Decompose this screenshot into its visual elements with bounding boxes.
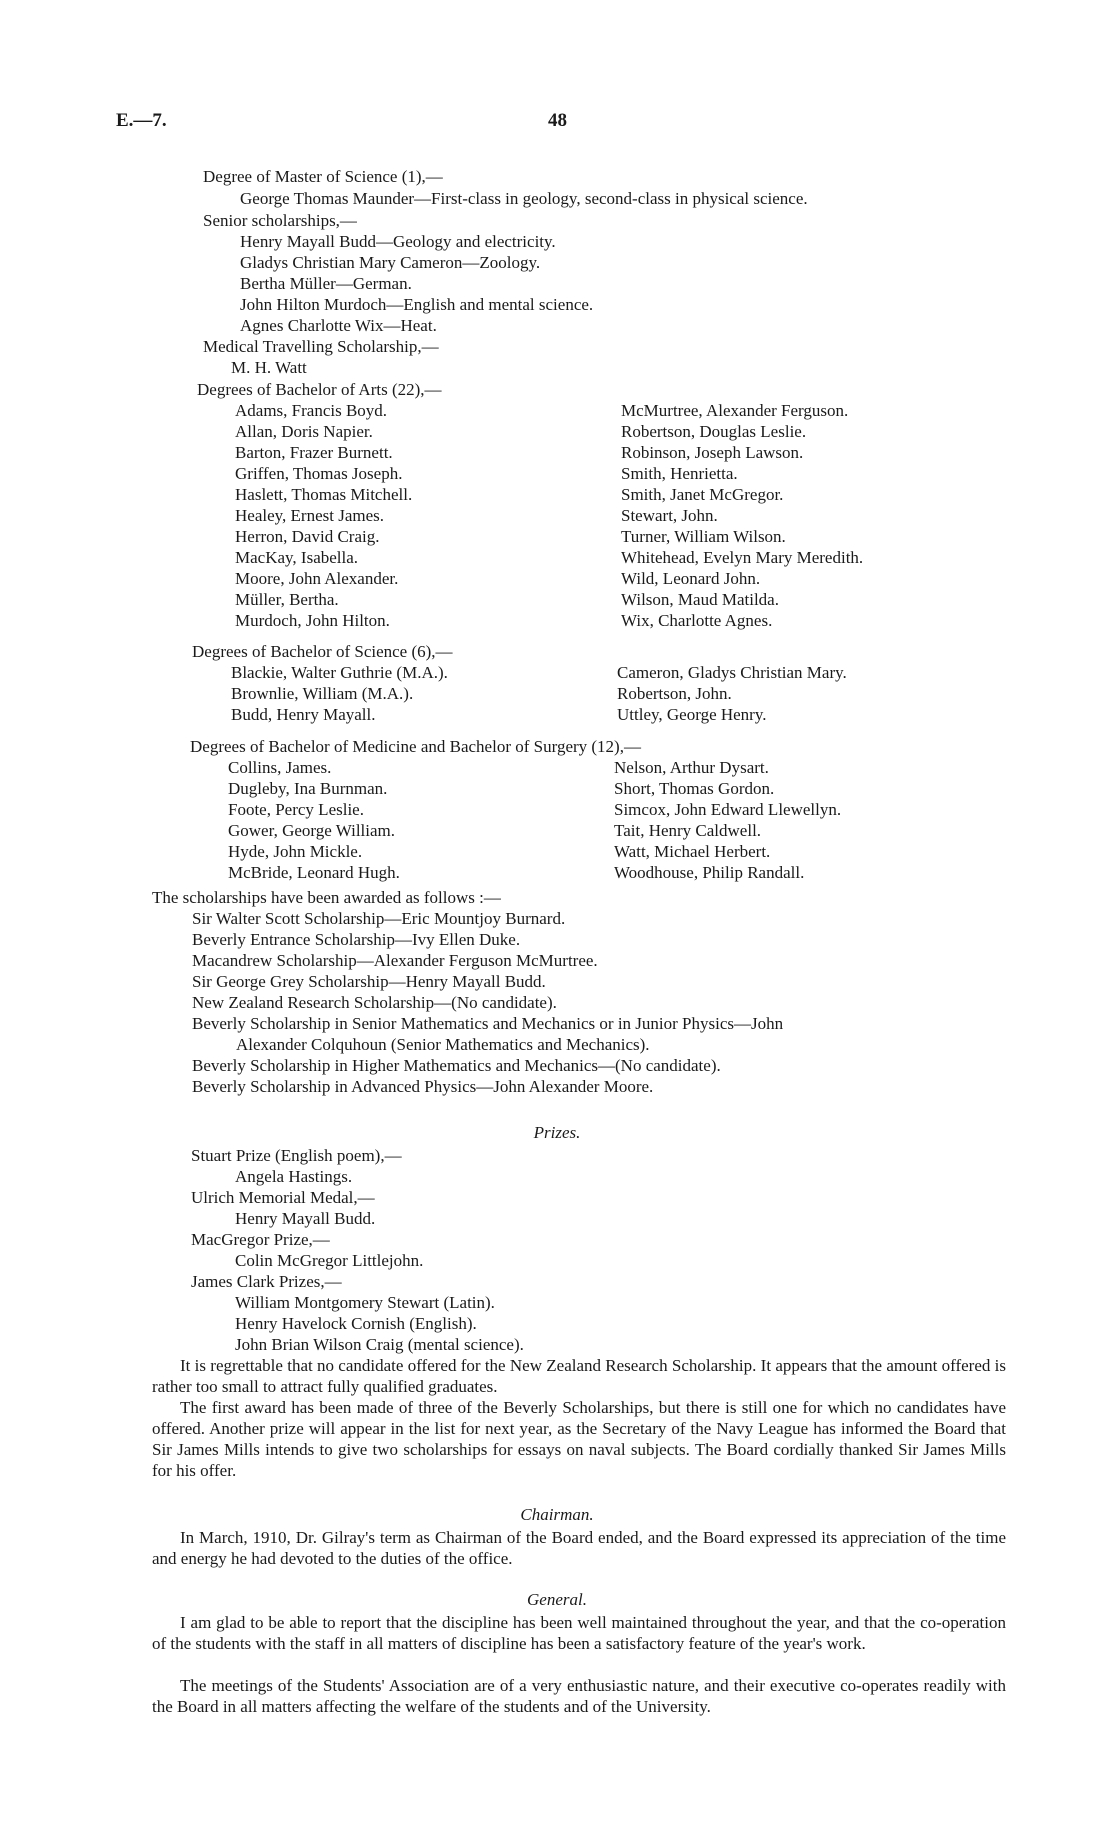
medical-title: Medical Travelling Scholarship,— [203,337,439,356]
list-item: John Hilton Murdoch—English and mental science. [240,295,594,314]
list-item: Sir Walter Scott Scholarship—Eric Mountjoy Burnard. [192,909,566,928]
list-item: Beverly Entrance Scholarship—Ivy Ellen Duke. [192,930,521,949]
msc-entry: George Thomas Maunder—First-class in geology, second-class in physical science. [240,189,808,208]
list-item: MacKay, Isabella. [235,548,359,567]
list-item: Stuart Prize (English poem),— [191,1146,402,1165]
mb-right-column [614,757,841,883]
list-item: Robertson, Douglas Leslie. [621,422,807,441]
list-item: Macandrew Scholarship—Alexander Ferguson McMurtree. [192,951,598,970]
list-item: Ulrich Memorial Medal,— [191,1188,375,1207]
mb-title: Degrees of Bachelor of Medicine and Bachelor of Surgery (12),— [190,737,641,756]
list-item: Griffen, Thomas Joseph. [235,464,403,483]
list-item: Wild, Leonard John. [621,569,761,588]
list-item: Haslett, Thomas Mitchell. [235,485,413,504]
list-item: John Brian Wilson Craig (mental science). [235,1335,524,1354]
list-item: Smith, Janet McGregor. [621,485,784,504]
senior-list [240,231,593,336]
ba-right-column [621,400,863,631]
page-reference: E.—7. [116,110,167,131]
list-item: William Montgomery Stewart (Latin). [235,1293,495,1312]
list-item: Agnes Charlotte Wix—Heat. [240,316,437,335]
list-item: Bertha Müller—German. [240,274,412,293]
list-item: Collins, James. [228,758,332,777]
list-item: Stewart, John. [621,506,718,525]
list-item: Tait, Henry Caldwell. [614,821,762,840]
list-item: Gladys Christian Mary Cameron—Zoology. [240,253,541,272]
list-item: New Zealand Research Scholarship—(No candidate). [192,993,557,1012]
paragraph-chairman: In March, 1910, Dr. Gilray's term as Chairman of the Board ended, and the Board expressed its appreciation of the time and energy he had devoted to the duties of the office. [152,1528,1006,1568]
general-heading: General. [527,1590,587,1609]
ba-title: Degrees of Bachelor of Arts (22),— [197,380,442,399]
list-item: Herron, David Craig. [235,527,380,546]
bsc-right-column [617,662,847,725]
list-item: Robertson, John. [617,684,732,703]
list-item: Murdoch, John Hilton. [235,611,390,630]
list-item: Angela Hastings. [235,1167,353,1186]
ba-left-column [235,400,412,631]
list-item: Moore, John Alexander. [235,569,399,588]
list-item: Wix, Charlotte Agnes. [621,611,773,630]
list-item: Uttley, George Henry. [617,705,767,724]
list-item: Brownlie, William (M.A.). [231,684,414,703]
list-item: Henry Havelock Cornish (English). [235,1314,477,1333]
list-item: Dugleby, Ina Burnman. [228,779,388,798]
list-item: Wilson, Maud Matilda. [621,590,779,609]
list-item: Müller, Bertha. [235,590,339,609]
list-item: Gower, George William. [228,821,396,840]
medical-entry: M. H. Watt [231,358,307,377]
list-item: Beverly Scholarship in Advanced Physics—John Alexander Moore. [192,1077,654,1096]
scholarships-list [192,908,783,1097]
list-item: Cameron, Gladys Christian Mary. [617,663,847,682]
list-item: Alexander Colquhoun (Senior Mathematics and Mechanics). [236,1035,650,1054]
senior-title: Senior scholarships,— [203,211,357,230]
paragraph-research: It is regrettable that no candidate offered for the New Zealand Research Scholarship. It appears that the amount offered is rather too small to attract fully qualified graduates. [152,1356,1006,1396]
list-item: Allan, Doris Napier. [235,422,373,441]
list-item: Watt, Michael Herbert. [614,842,771,861]
list-item: Beverly Scholarship in Higher Mathematics and Mechanics—(No candidate). [192,1056,721,1075]
paragraph-students-association: The meetings of the Students' Association are of a very enthusiastic nature, and their executive co-operates readily with the Board in all matters affecting the welfare of the students and of the University. [152,1676,1006,1716]
list-item: Whitehead, Evelyn Mary Meredith. [621,548,864,567]
list-item: Colin McGregor Littlejohn. [235,1251,424,1270]
prizes-list [191,1145,524,1355]
list-item: Budd, Henry Mayall. [231,705,376,724]
list-item: Barton, Frazer Burnett. [235,443,393,462]
list-item: McMurtree, Alexander Ferguson. [621,401,849,420]
bsc-title: Degrees of Bachelor of Science (6),— [192,642,453,661]
list-item: Henry Mayall Budd. [235,1209,376,1228]
paragraph-discipline: I am glad to be able to report that the discipline has been well maintained throughout the year, and that the co-operation of the students with the staff in all matters of discipline has been a satisfactory feature of the year's work. [152,1613,1006,1653]
list-item: Robinson, Joseph Lawson. [621,443,804,462]
list-item: Smith, Henrietta. [621,464,738,483]
list-item: Foote, Percy Leslie. [228,800,364,819]
list-item: Nelson, Arthur Dysart. [614,758,769,777]
paragraph-beverly: The first award has been made of three of the Beverly Scholarships, but there is still one for which no candidates have offered. Another prize will appear in the list for next year, as the Secretary of the Navy League has informed the Board that Sir James Mills intends to give two scholarships for essays on naval subjects. The Board cordially thanked Sir James Mills for his offer. [152,1398,1006,1480]
list-item: Turner, William Wilson. [621,527,786,546]
list-item: Woodhouse, Philip Randall. [614,863,805,882]
scholarships-intro: The scholarships have been awarded as follows :— [152,888,501,907]
list-item: Healey, Ernest James. [235,506,385,525]
chairman-heading: Chairman. [520,1505,594,1524]
list-item: Beverly Scholarship in Senior Mathematics and Mechanics or in Junior Physics—John [192,1014,784,1033]
msc-title: Degree of Master of Science (1),— [203,167,443,186]
list-item: Adams, Francis Boyd. [235,401,388,420]
list-item: MacGregor Prize,— [191,1230,330,1249]
list-item: Short, Thomas Gordon. [614,779,775,798]
list-item: Sir George Grey Scholarship—Henry Mayall Budd. [192,972,546,991]
list-item: McBride, Leonard Hugh. [228,863,400,882]
list-item: Henry Mayall Budd—Geology and electricity. [240,232,556,251]
bsc-left-column [231,662,448,725]
list-item: Blackie, Walter Guthrie (M.A.). [231,663,448,682]
page-number: 48 [548,110,567,131]
prizes-heading: Prizes. [533,1123,581,1142]
list-item: Simcox, John Edward Llewellyn. [614,800,842,819]
list-item: James Clark Prizes,— [191,1272,342,1291]
mb-left-column [228,757,400,883]
list-item: Hyde, John Mickle. [228,842,363,861]
